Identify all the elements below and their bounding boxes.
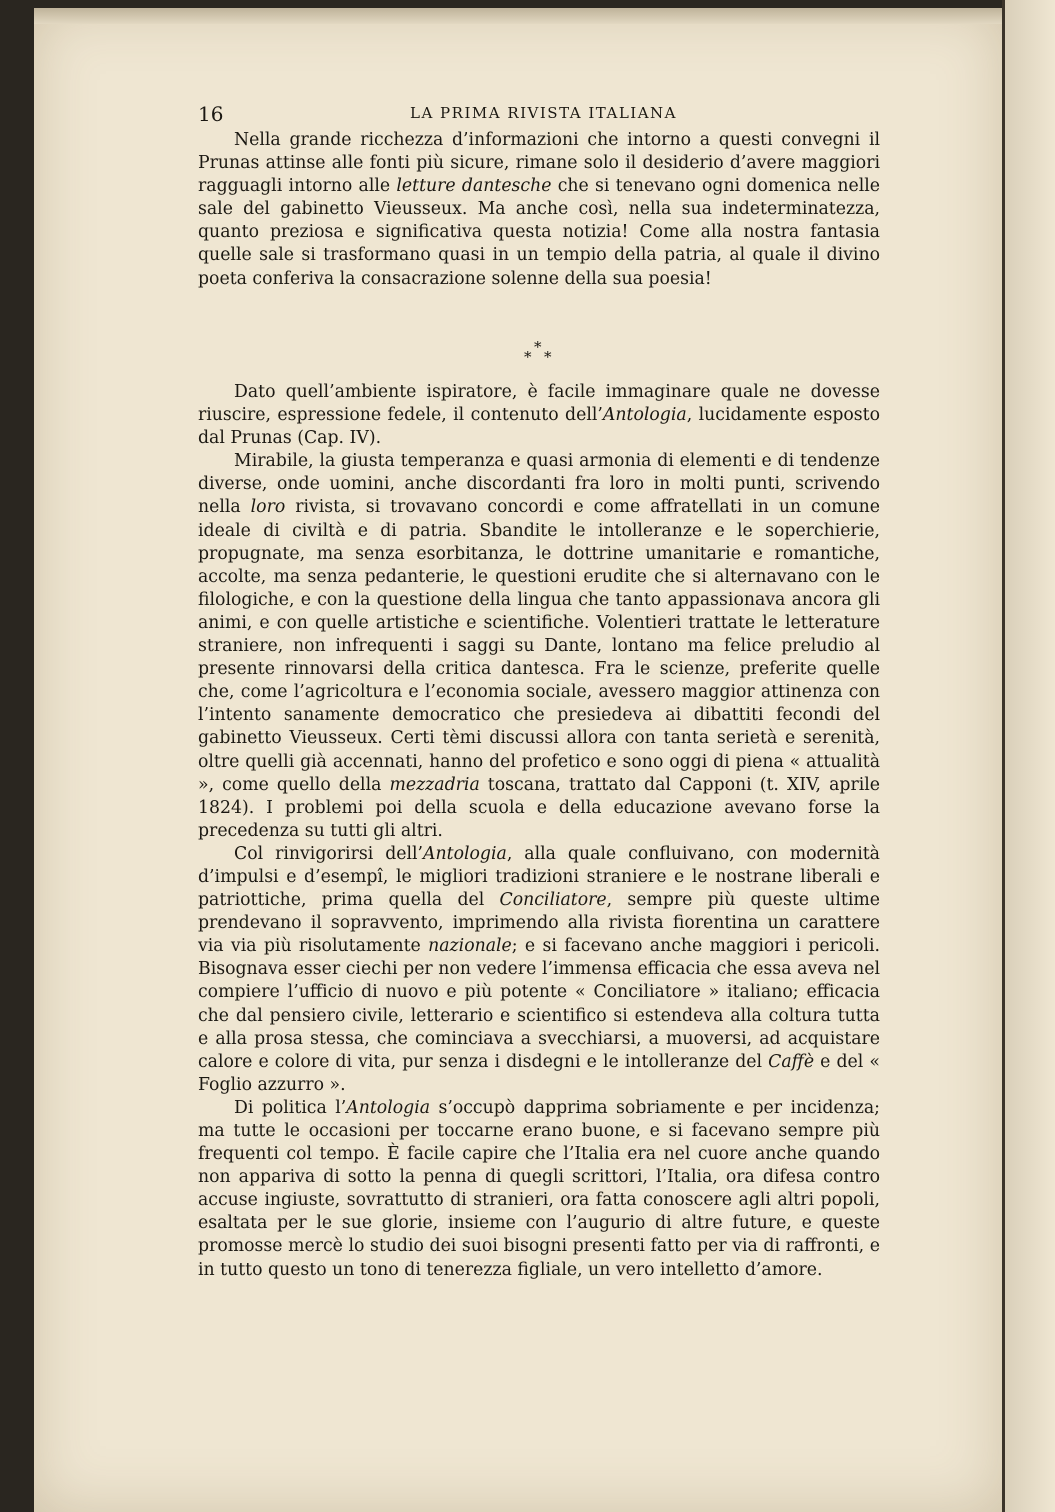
asterism-star: * xyxy=(534,338,542,356)
page-header xyxy=(198,98,880,128)
page-top-edge xyxy=(34,8,1002,24)
asterism-star: * xyxy=(524,348,532,366)
paragraph: Nella grande ricchezza d’informazioni che intorno a questi convegni il Prunas attinse alle fonti più sicure, rimane solo il desiderio d’avere maggiori ragguagli intorno alle letture dantesche che si tenevano ogni domenica nelle sale del gabinetto Vieusseux. Ma anche così, nella sua indeterminatezza, quanto preziosa e significativa questa notizia! Come alla nostra fantasia quelle sale si trasformano quasi in un tempio della patria, al quale il divino poeta conferiva la consacrazione solenne della sua poesia! xyxy=(198,130,881,289)
section-break-asterism xyxy=(522,338,562,372)
paragraph: Dato quell’ambiente ispiratore, è facile immaginare quale ne dovesse riuscire, espressione fedele, il contenuto dell’Antologia, lucidamente esposto dal Prunas (Cap. IV). xyxy=(198,382,881,449)
paragraph: Di politica l’Antologia s’occupò dapprima sobriamente e per incidenza; ma tutte le occasioni per toccarne erano buone, e si facevano sempre più frequenti col tempo. È facile capire che l’Italia era nel cuore anche quando non appariva di sotto la penna di quegli scrittori, l’Italia, ora difesa contro accuse ingiuste, sovrattutto di stranieri, ora fatta conoscere agli altri popoli, esaltata per le sue glorie, insieme con l’augurio di altre future, e queste promosse mercè lo studio dei suoi bisogni presenti fatto per via di raffronti, e in tutto questo un tono di tenerezza figliale, un vero intelletto d’amore. xyxy=(198,1097,880,1280)
facing-page-edge xyxy=(1004,0,1055,1512)
page-number: 16 xyxy=(198,102,224,126)
text-block-after-break xyxy=(198,381,880,1282)
paragraph: Col rinvigorirsi dell’Antologia, alla quale confluivano, con modernità d’impulsi e d’esempî, le migliori tradizioni straniere e le nostrane liberali e patriottiche, prima quella del Conciliatore, sempre più queste ultime prendevano il sopravvento, imprimendo alla rivista fiorentina un carattere via via più risolutamente nazionale; e si facevano anche maggiori i pericoli. Bisognava esser ciechi per non vedere l’immensa efficacia che essa aveva nel compiere l’ufficio di nuovo e più potente « Conciliatore » italiano; efficacia che dal pensiero civile, letterario e scientifico si estendeva alla coltura tutta e alla prosa stessa, che cominciava a svecchiarsi, a muoversi, ad acquistare calore e colore di vita, pur senza i disdegni e le intolleranze del Caffè e del « Foglio azzurro ». xyxy=(198,843,880,1095)
asterism-star: * xyxy=(544,348,552,366)
paragraph: Mirabile, la giusta temperanza e quasi armonia di elementi e di tendenze diverse, onde uomini, anche discordanti fra loro in molti punti, scrivendo nella loro rivista, si trovavano concordi e come affratellati in un comune ideale di civiltà e di patria. Sbandite le intolleranze e le soperchierie, propugnate, ma senza esorbitanza, le dottrine umanitarie e romantiche, accolte, ma senza pedanterie, le questioni erudite che si alternavano con le filologiche, e con la questione della lingua che tanto appassionava ancora gli animi, e con quelle artistiche e scientifiche. Volentieri trattate le letterature straniere, non infrequenti i saggi su Dante, lontano ma felice preludio al presente rinnovarsi della critica dantesca. Fra le scienze, preferite quelle che, come l’agricoltura e l’economia sociale, avessero maggior attinenza con l’intento sanamente democratico che presiedeva ai dibattiti fecondi del gabinetto Vieusseux. Certi tèmi discussi allora con tanta serietà e serenità, oltre quelli già accennati, hanno del profetico e sono oggi di piena « attualità », come quello della mezzadria toscana, trattato dal Capponi (t. XIV, aprile 1824). I problemi poi della scuola e della educazione avevano forse la precedenza su tutti gli altri. xyxy=(198,451,880,841)
text-block-before-break xyxy=(198,129,880,291)
book-gutter xyxy=(1002,0,1005,1512)
running-title: LA PRIMA RIVISTA ITALIANA xyxy=(410,104,677,122)
